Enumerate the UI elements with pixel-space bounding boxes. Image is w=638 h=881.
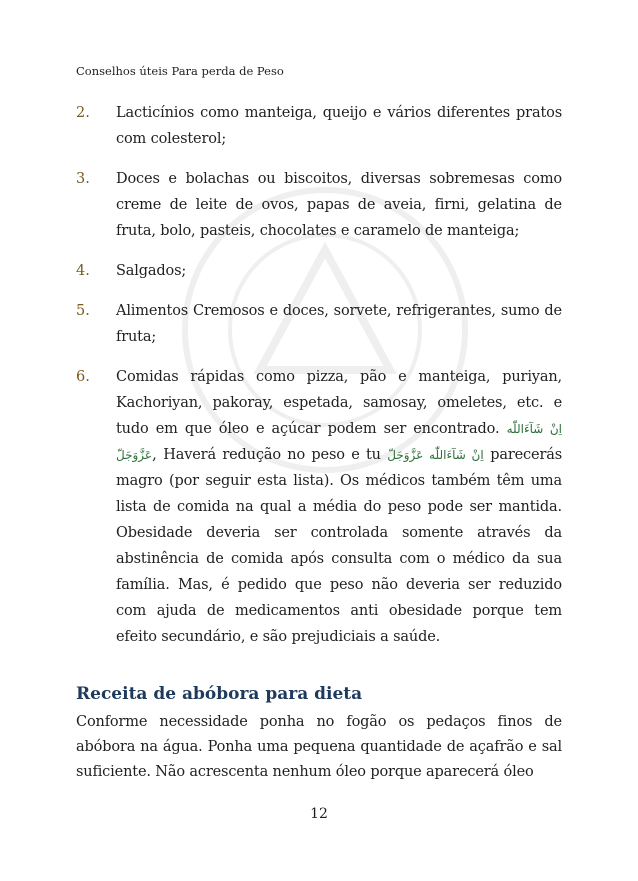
item-text-part: Comidas rápidas como pizza, pão e manteiga, puriyan, Kachoriyan, pakoray, espetada, samosay, omeletes, etc. e tudo em que óleo e açúcar podem ser encontrado.	[116, 369, 562, 437]
list-item-text: Alimentos Cremosos e doces, sorvete, refrigerantes, sumo de fruta;	[116, 303, 562, 345]
list-item	[76, 166, 562, 244]
list-item	[76, 100, 562, 152]
list-item-number: 3.	[76, 171, 90, 187]
list-item-number: 6.	[76, 369, 90, 385]
section-paragraph: Conforme necessidade ponha no fogão os pedaços finos de abóbora na água. Ponha uma pequena quantidade de açafrão e sal suficiente. Não acrescenta nenhum óleo porque aparecerá óleo	[76, 714, 562, 780]
arabic-phrase: اِنْ شَآءَاللّٰه عَزَّوَجَلّ	[116, 422, 562, 462]
numbered-list	[76, 100, 562, 664]
arabic-phrase: اِنْ شَآءَاللّٰه عَزَّوَجَلّ	[387, 448, 484, 462]
list-item-text: Salgados;	[116, 263, 187, 279]
list-item-number: 2.	[76, 105, 90, 121]
list-item-text	[116, 364, 562, 650]
list-item-number: 4.	[76, 263, 90, 279]
list-item-text: Doces e bolachas ou biscoitos, diversas sobremesas como creme de leite de ovos, papas de aveia, firni, gelatina de fruta, bolo, pasteis, chocolates e caramelo de manteiga;	[116, 171, 562, 239]
list-item	[76, 258, 562, 284]
item-text-part: , Haverá redução no peso e tu	[152, 447, 388, 463]
list-item-number: 5.	[76, 303, 90, 319]
list-item	[76, 364, 562, 650]
list-item	[76, 298, 562, 350]
section-heading: Receita de abóbora para dieta	[76, 684, 363, 704]
running-header: Conselhos úteis Para perda de Peso	[76, 64, 284, 78]
list-item-text: Lacticínios como manteiga, queijo e vários diferentes pratos com colesterol;	[116, 105, 562, 147]
page-number: 12	[310, 806, 328, 822]
item-text-part: parecerás magro (por seguir esta lista). Os médicos também têm uma lista de comida na qual a média do peso pode ser mantida. Obesidade deveria ser controlada somente através da abstinência de comida após consulta com o médico da sua família. Mas, é pedido que peso não deveria ser reduzido com ajuda de medicamentos anti obesidade porque tem efeito secundário, e são prejudiciais a saúde.	[116, 447, 563, 645]
